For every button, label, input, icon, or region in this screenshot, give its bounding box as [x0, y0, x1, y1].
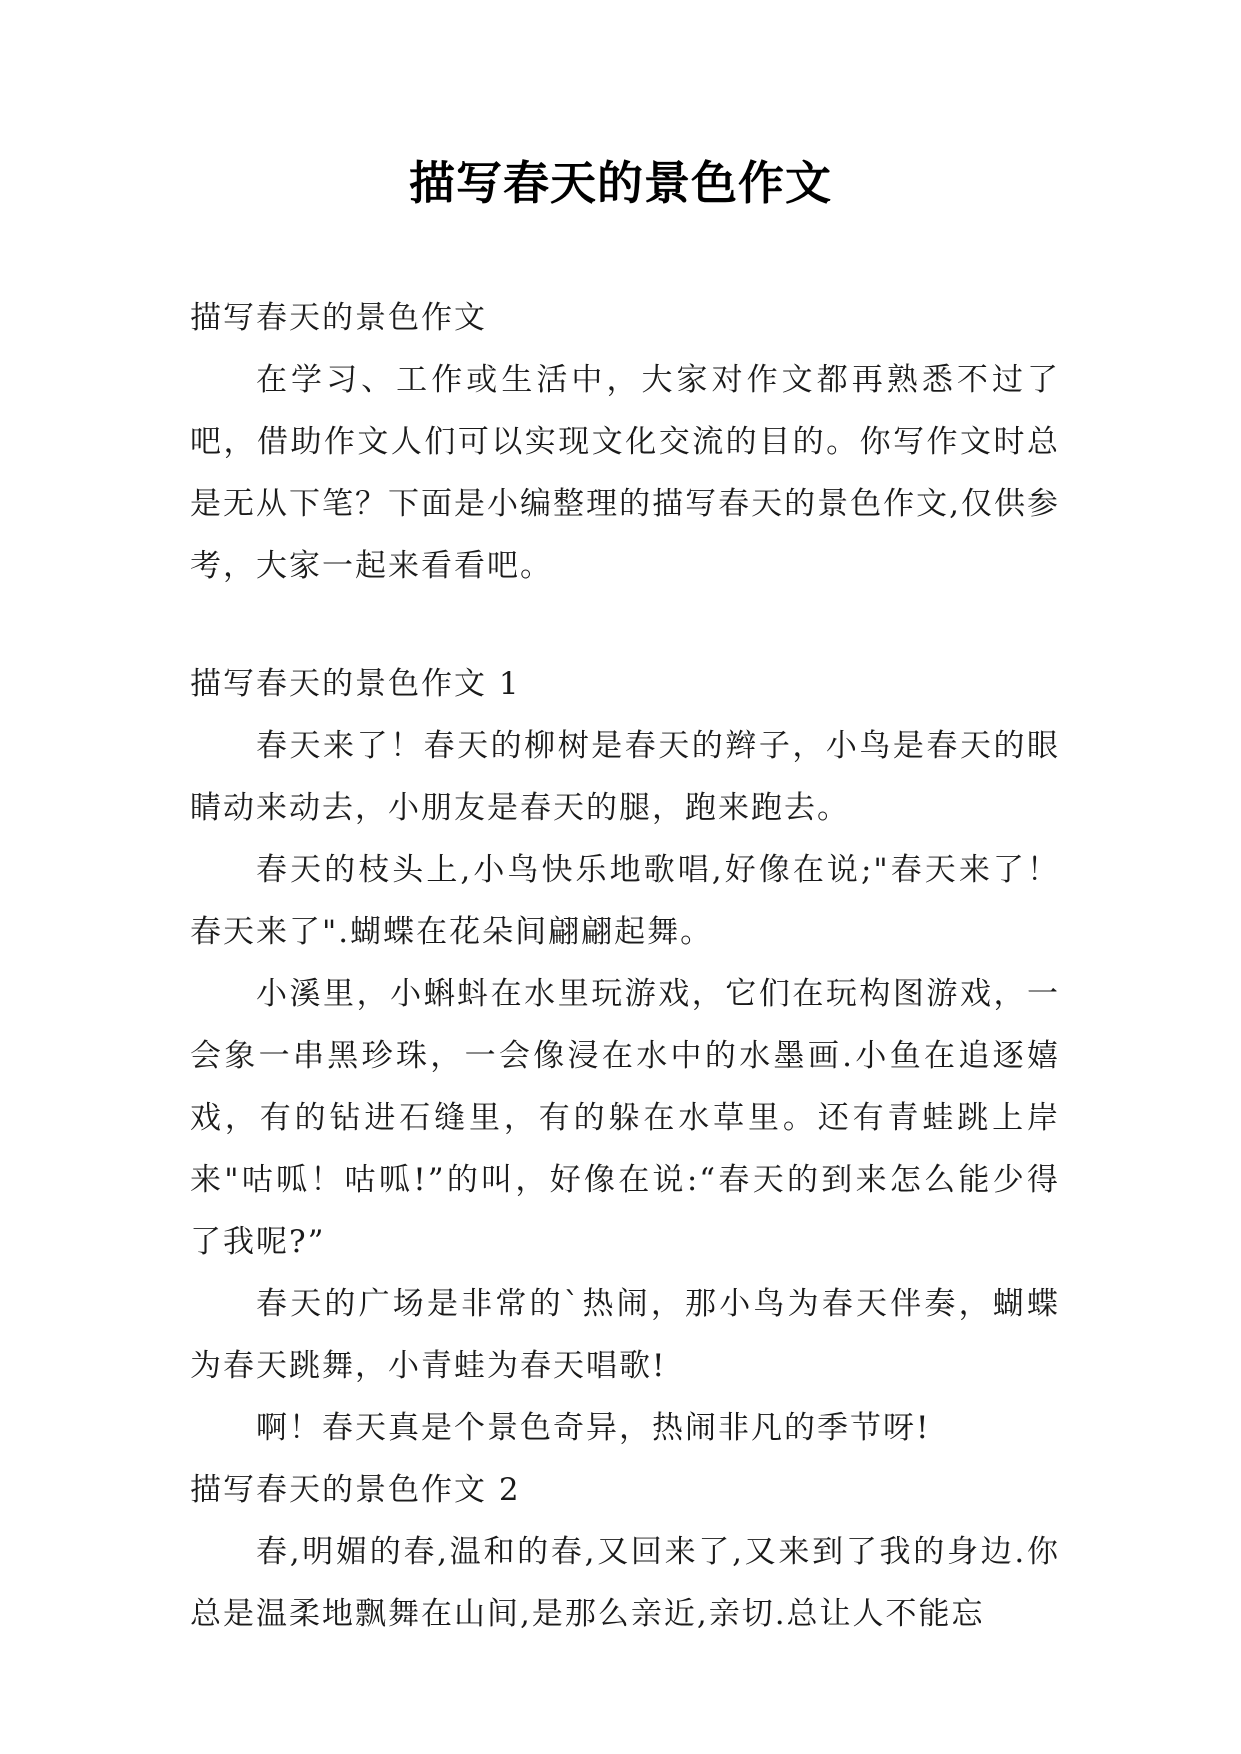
- intro-heading: 描写春天的景色作文: [190, 300, 487, 336]
- document-title: 描写春天的景色作文: [409, 156, 832, 210]
- essay1-paragraph: 春天的广场是非常的`热闹，那小鸟为春天伴奏，蝴蝶为春天跳舞，小青蛙为春天唱歌!: [190, 1286, 1060, 1384]
- essay1-paragraph: 春天来了！春天的柳树是春天的辫子，小鸟是春天的眼睛动来动去，小朋友是春天的腿，跑来跑去。: [190, 728, 1060, 826]
- document-body: [190, 287, 1060, 1645]
- essay1-paragraph: 小溪里，小蝌蚪在水里玩游戏，它们在玩构图游戏，一会象一串黑珍珠，一会像浸在水中的水墨画.小鱼在追逐嬉戏，有的钻进石缝里，有的躲在水草里。还有青蛙跳上岸来"咕呱！咕呱!”的叫，好像在说:“春天的到来怎么能少得了我呢?”: [190, 976, 1060, 1260]
- essay1-heading: 描写春天的景色作文 1: [190, 666, 521, 702]
- essay1-paragraph: 春天的枝头上,小鸟快乐地歌唱,好像在说;"春天来了！春天来了".蝴蝶在花朵间翩翩起舞。: [190, 852, 1060, 950]
- section-spacer: [190, 597, 1060, 653]
- essay1-paragraph: 啊！春天真是个景色奇异，热闹非凡的季节呀!: [256, 1410, 931, 1446]
- essay2-heading: 描写春天的景色作文 2: [190, 1472, 521, 1508]
- intro-paragraph: 在学习、工作或生活中，大家对作文都再熟悉不过了吧，借助作文人们可以实现文化交流的目的。你写作文时总是无从下笔？下面是小编整理的描写春天的景色作文,仅供参考，大家一起来看看吧。: [190, 362, 1060, 584]
- essay2-paragraph: 春,明媚的春,温和的春,又回来了,又来到了我的身边.你总是温柔地飘舞在山间,是那么亲近,亲切.总让人不能忘: [190, 1534, 1060, 1632]
